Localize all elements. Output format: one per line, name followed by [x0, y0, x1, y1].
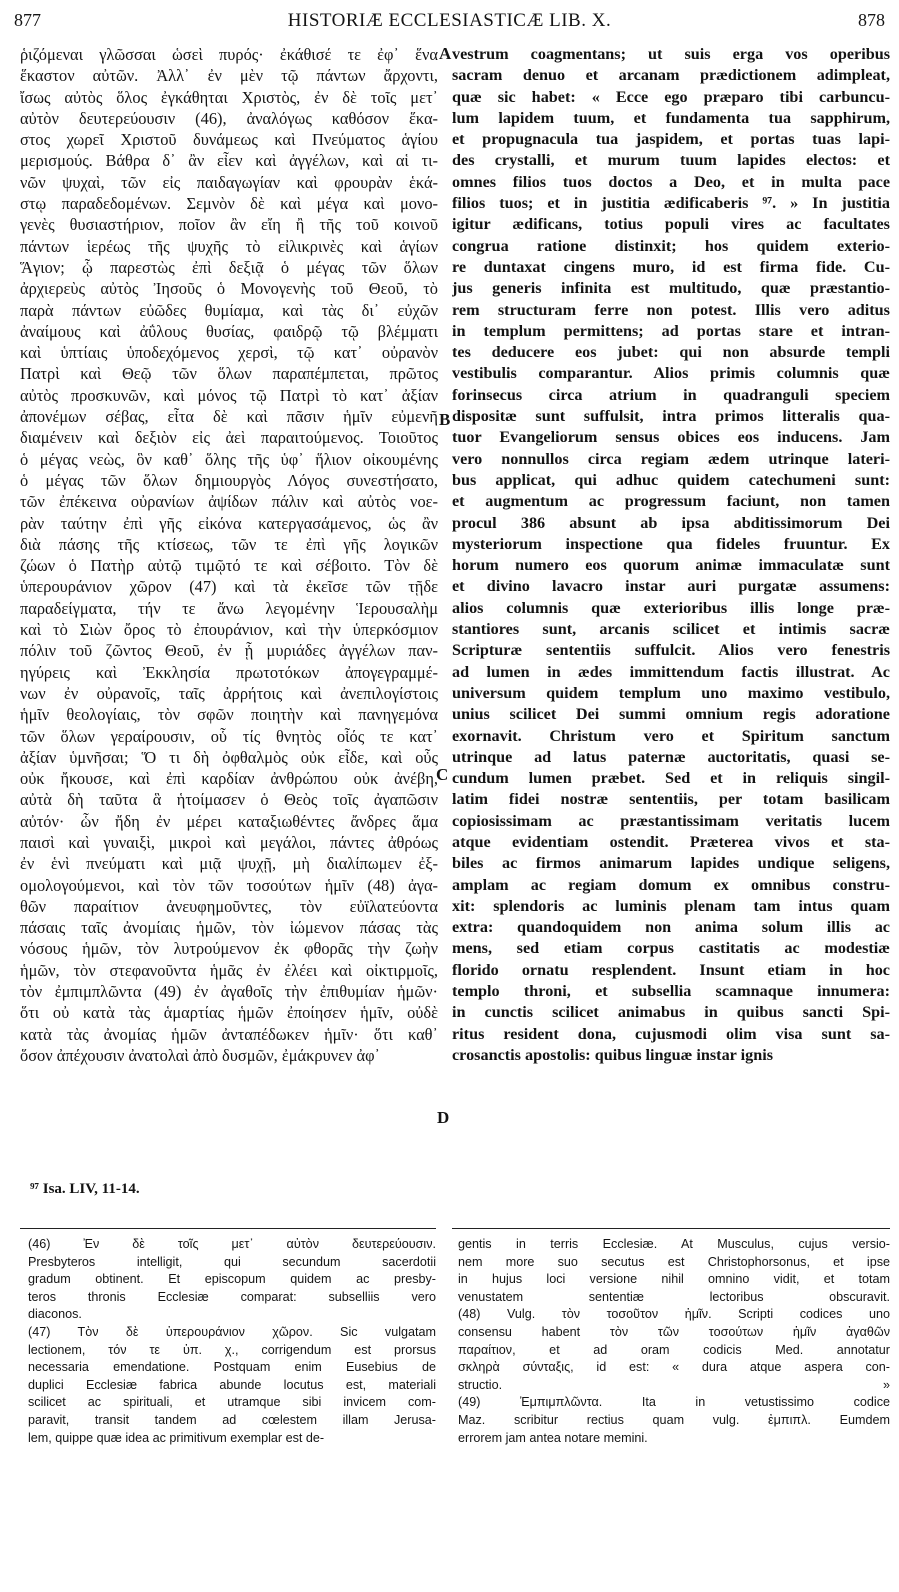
latin-text-line: utrinque ad latus paternæ auctoritatis, quasi se- — [452, 747, 890, 766]
latin-text-line: horum numero eos quorum animæ immaculatæ sunt — [452, 556, 890, 575]
greek-text-line: ηγύρεις καὶ Ἐκκλησία πρωτοτόκων ἀπογεγραμμέ- — [20, 662, 438, 682]
latin-text-column — [452, 44, 890, 1066]
greek-text-line: οὐκ ἤκουσε, καὶ ἐπὶ καρδίαν ἀνθρώπου οὐκ ἀνέβη, — [20, 769, 438, 789]
footnote-line: in hujus loci versione nihil omnino vidit, et totam — [458, 1272, 890, 1287]
greek-text-line: παρὰ πάντων εὐῶδες θυμίαμα, καὶ τὰς δι᾽ εὐχῶν — [20, 300, 438, 320]
greek-text-line: ἴσως αὐτὸς ὅλος ἐγκάθηται Χριστὸς, ἐν δὲ τοῖς μετ᾽ — [20, 87, 438, 107]
footnote-line: consensu habent τὸν τῶν τοσούτων ἡμῖν ἀγαθῶν — [458, 1324, 890, 1339]
page-number-right: 878 — [858, 10, 885, 30]
greek-text-column — [20, 44, 438, 1066]
latin-text-line: copiosissimam ac præstantissimam veritatis lucem — [452, 811, 890, 830]
margin-marker-a: A — [439, 44, 452, 63]
greek-text-line: παραδείγματα, τήν τε ἄνω λεγομένην Ἱερουσαλὴμ — [20, 598, 438, 618]
greek-text-line: ἡμῶν, τὸν στεφανοῦντα ἡμᾶς ἐν ἐλέει καὶ οἰκτιρμοῖς, — [20, 960, 438, 980]
footnote-divider-left — [20, 1228, 436, 1229]
greek-text-line: ἀρχιερεὺς αὐτὸς Ἰησοῦς ὁ Μονογενὴς τοῦ Θεοῦ, τὸ — [20, 279, 438, 299]
greek-text-line: πάσαις ταῖς ἀνομίαις ἡμῶν, τὸν ἰώμενον πάσας τὰς — [20, 918, 438, 938]
footnote-divider-right — [452, 1228, 890, 1229]
greek-text-line: καὶ ὑπτίαις ὑποδεχόμενος χερσὶ, τῷ κατ᾽ οὐρανὸν — [20, 343, 438, 363]
latin-text-line: xit: splendoris ac luminis plenam tam intus quam — [452, 896, 890, 915]
greek-text-line: ῥιζόμεναι γλῶσσαι ὡσεὶ πυρός· ἐκάθισέ τε ἐφ᾽ ἕνα — [20, 45, 438, 64]
greek-text-line: ὅτι οὐ κατὰ τὰς ἁμαρτίας ἡμῶν ἐποίησεν ἡμῖν, οὐδὲ — [20, 1003, 438, 1023]
greek-text-line: τῶν ὅλων γεραίρουσιν, οὗ τίς θνητὸς οἷός τε κατ᾽ — [20, 726, 438, 746]
footnote-line: (46) Ἐν δὲ τοῖς μετ᾽ αὐτὸν δευτερεύουσιν. — [28, 1237, 436, 1251]
footnote-line: σκληρὰ σύνταξις, id est: « dura atque aspera con- — [458, 1360, 890, 1375]
greek-text-line: μερισμούς. Βάθρα δ᾽ ἂν εἶεν καὶ ἀγγέλων, καὶ αἱ τι- — [20, 151, 438, 171]
running-title: HISTORIÆ ECCLESIASTICÆ LIB. X. — [287, 10, 612, 31]
greek-text-line: πόλιν τοῦ ζῶντος Θεοῦ, ἐν ᾗ μυριάδες ἀγγέλων παν- — [20, 641, 438, 661]
footnote-line: gentis in terris Ecclesiæ. At Musculus, cujus versio- — [458, 1237, 890, 1251]
scripture-reference: ⁹⁷ Isa. LIV, 11-14. — [30, 1181, 140, 1197]
footnotes-right — [458, 1236, 890, 1447]
footnote-line: scilicet ac spirituali, et utramque sibi invicem com- — [28, 1395, 436, 1410]
latin-text-line: mens, sed etiam corpus castitatis ac modestiæ — [452, 939, 890, 958]
latin-text-line: ritus resident dona, cujusmodi olim visa sunt sa- — [452, 1024, 890, 1043]
footnote-line: (49) Ἐμπιμπλῶντα. Ita in vetustissimo codice — [458, 1395, 890, 1410]
greek-text-line: πάντων ἱερέως τῆς ψυχῆς τὸ εἰλικρινὲς καὶ ἁγίων — [20, 236, 438, 256]
greek-text-line: ομολογούμενοι, καὶ τὸν τῶν τοσούτων ἡμῖν (48) ἀγα- — [20, 875, 438, 895]
latin-text-line: universum quidem templum uno maximo vestibulo, — [452, 683, 890, 702]
greek-text-line: ἡμῖν θεολογίαις, τὸν σφῶν ποιητὴν καὶ πανηγεμόνα — [20, 705, 438, 725]
latin-text-line: amplam ac regiam domum ex omnibus constru- — [452, 875, 890, 894]
footnote-line: lem, quippe quæ idea ac primitivum exemplar est de- — [28, 1430, 325, 1445]
latin-text-line: biles ac firmos animarum lapides undique seligens, — [452, 854, 890, 873]
greek-text-line: ἀξίαν ὑμνῆσαι; Ὅ τι δὴ ὀφθαλμὸς οὐκ εἶδε, καὶ οὖς — [20, 747, 438, 767]
greek-text-line: διαμένειν καὶ δεξιὸν εἰς ἀεὶ παραιτούμενος. Τοιοῦτος — [20, 428, 438, 448]
latin-text-line: filios tuos; et in justitia ædificaberis ⁹⁷. » In justitia — [452, 194, 890, 213]
footnote-line: Maz. scribitur rectius quam vulg. ἐμπιπλ. Eumdem — [458, 1412, 890, 1427]
footnotes-left — [28, 1236, 436, 1447]
page-number-left: 877 — [14, 10, 41, 30]
greek-text-line: γενὲς θυσιαστήριον, ποῖον ἂν εἴη ἢ τῆς τοῦ κοινοῦ — [20, 215, 438, 235]
footnote-line: Presbyteros intelligit, qui secundum sacerdotii — [28, 1254, 436, 1269]
latin-text-line: crosanctis apostolis: quibus linguæ instar ignis — [452, 1045, 773, 1064]
greek-text-line: αὐτὰ δὴ ταῦτα ἃ ἡτοίμασεν ὁ Θεὸς τοῖς ἀγαπῶσιν — [20, 790, 438, 810]
margin-marker-c: C — [436, 765, 449, 784]
latin-text-line: Scripturæ sententiis suffulcit. Alios vero fenestris — [452, 641, 890, 660]
latin-text-line: in templum permittens; ad portas stare et intran- — [452, 321, 890, 340]
footnote-line: necessaria emendatione. Postquam enim Eusebius de — [28, 1360, 436, 1375]
latin-text-line: igitur ædificans, totius populi vires ac facultates — [452, 215, 890, 234]
latin-text-line: unius scilicet Dei summi omnium regis adoratione — [452, 705, 890, 724]
latin-text-line: stantiores sunt, arcanis scilicet et intimis sacræ — [452, 620, 890, 639]
footnote-line: structio. » — [458, 1377, 890, 1392]
footnote-line: (47) Τὸν δὲ ὑπερουράνιον χῶρον. Sic vulgatam — [28, 1324, 436, 1339]
greek-text-line: ἐν ἑνὶ πνεύματι καὶ μιᾷ ψυχῇ, μὴ διαλίπωμεν ἐξ- — [20, 854, 438, 874]
greek-text-line: ὅσον ἀπέχουσιν ἀνατολαὶ ἀπὸ δυσμῶν, ἐμάκρυνεν ἀφ᾽ — [20, 1045, 381, 1065]
latin-text-line: vestibulis comparantur. Alios primis columnis quæ — [452, 364, 890, 383]
latin-text-line: extra: quandoquidem non anima solum illis ac — [452, 918, 890, 937]
latin-text-line: ad lumen in ædes immittendum factis illustrat. Ac — [452, 662, 890, 681]
greek-text-line: ρὰν ταύτην ἐπὶ γῆς εἰκόνα κατεργασάμενος, ὡς ἂν — [20, 513, 438, 533]
greek-text-line: νων ἐν οὐρανοῖς, ταῖς ἀρρήτοις καὶ ἀνεπιλογίστοις — [20, 683, 438, 703]
latin-text-line: procul 386 absunt ab ipsa abditissimorum Dei — [452, 513, 890, 532]
latin-text-line: et divino lavacro instar auri purgatæ assumens: — [452, 577, 890, 596]
latin-text-line: des crystalli, et murum tuum lapides electos: et — [452, 151, 890, 170]
latin-text-line: quæ sic habet: « Ecce ego præparo tibi carbuncu- — [452, 87, 890, 106]
latin-text-line: mysteriorum inspectione qua fideles fruuntur. Ex — [452, 534, 890, 553]
greek-text-line: Πατρὶ καὶ Θεῷ τῶν ὅλων παραπέμπεται, πρῶτος — [20, 364, 438, 384]
footnote-line: diaconos. — [28, 1307, 82, 1322]
greek-text-line: ἀναίμους καὶ ἀΰλους θυσίας, φαιδρῷ τῷ βλέμματι — [20, 321, 438, 341]
latin-text-line: forinsecus circa atrium in quadranguli speciem — [452, 385, 890, 404]
margin-marker-d: D — [437, 1108, 450, 1127]
greek-text-line: νόσους ἡμῶν, τὸν λυτρούμενον ἐκ φθορᾶς τὴν ζωὴν — [20, 939, 438, 959]
greek-text-line: ὁ μέγας τῶν ὅλων δημιουργὸς Λόγος συνεστήσατο, — [20, 470, 438, 490]
greek-text-line: θῶν παραίτιον ἀνευφημοῦντες, τὸν εὐϊλατεύοντα — [20, 896, 438, 916]
latin-text-line: jus generis infinita est multitudo, quæ præstantio- — [452, 279, 890, 298]
latin-text-line: et augmentum ac progressum faciunt, non tamen — [452, 492, 890, 511]
latin-text-line: dispositæ sunt suffulsit, intra primos litteralis qua- — [452, 407, 890, 426]
greek-text-line: στῳ παραδεδομένων. Σεμνὸν δὲ καὶ μέγα καὶ μονο- — [20, 194, 438, 214]
greek-text-line: τὸν ἐμπιμπλῶντα (49) ἐν ἀγαθοῖς τὴν ἐπιθυμίαν ἡμῶν· — [20, 982, 438, 1002]
greek-text-line: στος χωρεῖ Χριστοῦ δυνάμεως καὶ Πνεύματος ἁγίου — [20, 130, 438, 150]
latin-text-line: vero nonnullos circa regiam ædem utrinque lateri- — [452, 449, 890, 468]
latin-text-line: sacram denuo et arcanam prædictionem adimpleat, — [452, 66, 890, 85]
footnote-line: nem more suo secutus est Christophorsonus, et ipse — [458, 1254, 890, 1269]
latin-text-line: omnes filios tuos doctos a Deo, et in multa pace — [452, 172, 890, 191]
greek-text-line: παισὶ καὶ γυναιξὶ, μικροὶ καὶ μεγάλοι, πάντες ἀθρόως — [20, 832, 438, 852]
latin-text-line: tes deducere eos jubet: qui non absurde templi — [452, 343, 890, 362]
greek-text-line: ἕκαστον αὐτῶν. Ἀλλ᾽ ἐν μὲν τῷ πάντων ἄρχοντι, — [20, 66, 438, 86]
footnote-line: teros thronis Ecclesiæ comparat: subselliis vero — [28, 1289, 436, 1304]
footnote-line: παραίτιον, et ad oram codicis Med. annotatur — [458, 1342, 890, 1357]
latin-text-line: tuor Evangeliorum sensus obices eos inducens. Jam — [452, 428, 890, 447]
greek-text-line: Ἅγιον; ᾧ παρεστὼς ἐπὶ δεξιᾷ ὁ μέγας τῶν ὅλων — [20, 257, 438, 277]
latin-text-line: in cunctis scilicet animabus in quibus sancti Spi- — [452, 1003, 890, 1022]
latin-text-line: alios columnis quæ exterioribus illis longe præ- — [452, 598, 890, 617]
footnote-line: lectionem, τόν τε ὑπ. χ., corrigendum est prorsus — [28, 1342, 436, 1357]
latin-text-line: cundum lumen præbet. Sed et in reliquis singil- — [452, 769, 890, 788]
greek-text-line: ζώων ὁ Πατὴρ αὐτῷ τιμῷτό τε καὶ σέβοιτο. Τὸν δὲ — [20, 556, 438, 576]
latin-text-line: rem structuram ferre non potest. Illis vero aditus — [452, 300, 890, 319]
latin-text-line: lum lapidem tuum, et fundamenta tua sapphirum, — [452, 108, 890, 127]
footnote-line: gradum obtinent. Et episcopum quidem ac presby- — [28, 1272, 436, 1287]
latin-text-line: latim fidei nostræ sententiis, per totam basilicam — [452, 790, 890, 809]
greek-text-line: ἀπονέμων σέβας, εἶτα δὲ καὶ πᾶσιν ἡμῖν εὐμενῆ — [20, 407, 438, 427]
latin-text-line: congrua ratione distinxit; hos quidem exterio- — [452, 236, 890, 255]
margin-marker-b: B — [439, 410, 451, 429]
latin-text-line: et propugnacula tua jaspidem, et portas tuas lapi- — [452, 130, 890, 149]
latin-text-line: atque evidentiam ostendit. Præterea vivos et sta- — [452, 832, 890, 851]
greek-text-line: αὐτὸς προσκυνῶν, καὶ μόνος τῷ Πατρὶ τὸ κατ᾽ ἀξίαν — [20, 385, 438, 405]
greek-text-line: κατὰ τὰς ἀνομίας ἡμῶν ἀνταπέδωκεν ἡμῖν· ὅτι καθ᾽ — [20, 1024, 438, 1044]
footnote-line: paravit, transit tandem ad cœlestem illam Jerusa- — [28, 1412, 436, 1427]
latin-text-line: re duntaxat cingens muro, id est firma fide. Cu- — [452, 257, 890, 276]
greek-text-line: ὑπερουράνιον χῶρον (47) καὶ τὰ ἐκεῖσε τῶν τῇδε — [20, 577, 438, 597]
footnote-line: venustatem sententiæ lectoribus obscuravit. — [458, 1289, 890, 1304]
greek-text-line: ὁ μέγας νεὼς, ὃν καθ᾽ ὅλης τῆς ὑφ᾽ ἥλιον οἰκουμένης — [20, 449, 438, 469]
latin-text-line: vestrum coagmentans; ut suis erga vos operibus — [452, 45, 890, 63]
greek-text-line: αὐτὸν δευτερεύουσιν (46), ἀναλόγως καθόσον ἕκα- — [20, 108, 438, 128]
latin-text-line: bus applicat, qui adhuc quidem catechumeni sunt: — [452, 470, 890, 489]
footnote-line: duplici Ecclesiæ fabrica abunde locutus est, materiali — [28, 1377, 436, 1392]
greek-text-line: διὰ πάσης τῆς κτίσεως, τῶν τε ἐπὶ γῆς λογικῶν — [20, 534, 438, 554]
greek-text-line: καὶ τὸ Σιὼν ὄρος τὸ ἐπουράνιον, καὶ τὴν ὑπερκόσμιον — [20, 620, 438, 640]
latin-text-line: florido ornatu resplendent. Insunt etiam in hoc — [452, 960, 890, 979]
greek-text-line: αὐτόν· ὧν ἤδη ἐν μέρει καταξιωθέντες ἄνδρες ἅμα — [20, 811, 438, 831]
footnote-line: errorem jam antea notare memini. — [458, 1430, 648, 1445]
greek-text-line: τῶν ἐπέκεινα οὐρανίων ἀψίδων πάλιν καὶ αὐτὸς νοε- — [20, 492, 438, 512]
latin-text-line: templo throni, et subsellia scamnaque innumera: — [452, 982, 890, 1001]
greek-text-line: νῶν ψυχαὶ, τῶν εἰς παιδαγωγίαν καὶ φρουρὰν ἑκά- — [20, 172, 438, 192]
footnote-line: (48) Vulg. τὸν τοσοῦτον ἡμῖν. Scripti codices uno — [458, 1307, 890, 1322]
latin-text-line: exornavit. Christum vero et Spiritum sanctum — [452, 726, 890, 745]
